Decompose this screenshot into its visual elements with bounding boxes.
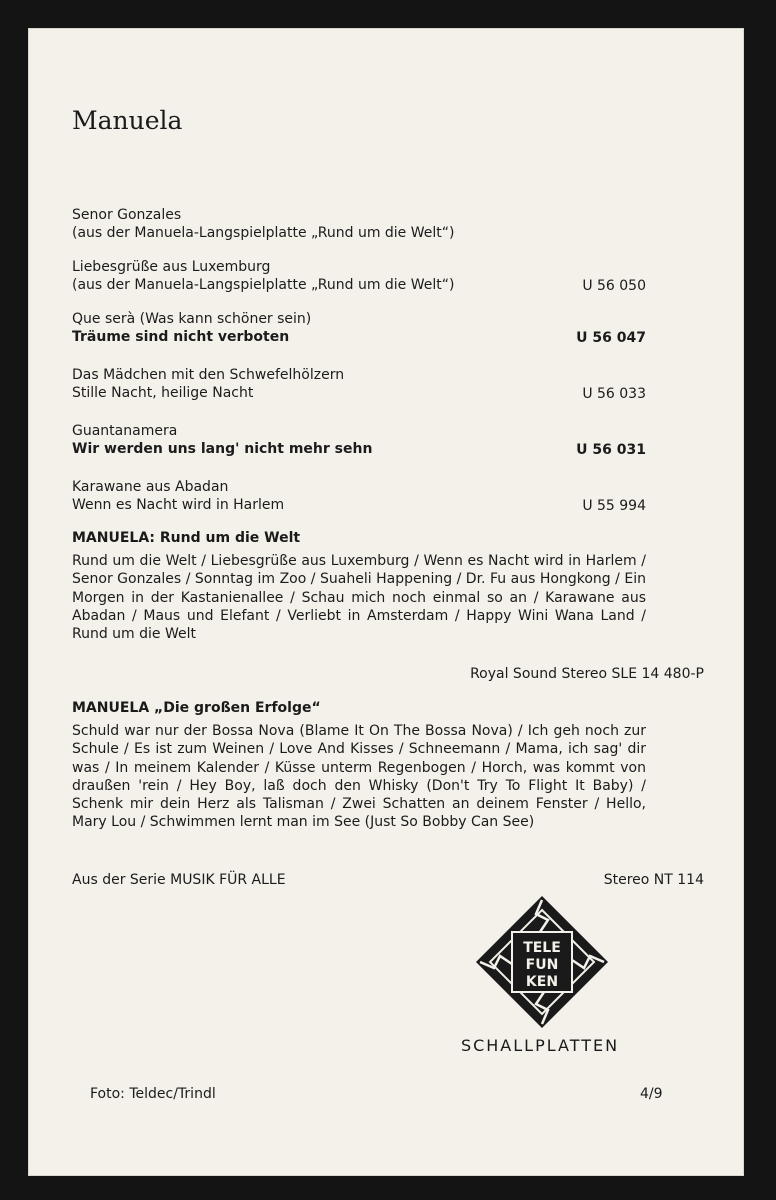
page-number: 4/9 [640,1086,663,1102]
single-catalog-number: U 56 031 [576,442,646,458]
album-catalog-number: Royal Sound Stereo SLE 14 480-P [470,666,704,682]
logo-text-line-3: KEN [525,974,559,990]
single-entry [72,206,646,242]
single-catalog-number: U 56 033 [582,386,646,402]
series-label: Aus der Serie MUSIK FÜR ALLE [72,872,286,888]
logo-text-line-1: TELE [523,940,561,956]
album-title-rund-um-die-welt: MANUELA: Rund um die Welt [72,530,301,546]
single-entry [72,310,646,346]
single-b-side: (aus der Manuela-Langspielplatte „Rund um die Welt“) [72,277,455,293]
single-b-side: Wenn es Nacht wird in Harlem [72,497,285,513]
single-a-side: Das Mädchen mit den Schwefelhölzern [72,367,345,383]
single-entry [72,366,646,402]
album-catalog-number-2: Stereo NT 114 [603,872,704,888]
single-a-side: Senor Gonzales [72,207,182,223]
brand-subtitle: SCHALLPLATTEN [460,1036,620,1055]
single-a-side: Liebesgrüße aus Luxemburg [72,259,271,275]
single-a-side: Karawane aus Abadan [72,479,229,495]
single-b-side: Wir werden uns lang' nicht mehr sehn [72,441,373,457]
album-tracklist-rund-um-die-welt: Rund um die Welt / Liebesgrüße aus Luxemburg / Wenn es Nacht wird in Harlem / Senor Gonzales / Sonntag im Zoo / Suaheli Happening / Dr. Fu aus Hongkong / Ein Morgen in der Kastanienallee / Schau mich noch einmal so an / Karawane aus Abadan / Maus und Elefant / Verliebt in Amsterdam / Happy Wini Wana Land / Rund um die Welt [72,553,646,643]
logo-text-line-2: FUN [525,957,559,973]
single-catalog-number: U 55 994 [582,498,646,514]
single-entry [72,258,646,294]
single-b-side: Träume sind nicht verboten [72,329,290,345]
single-a-side: Que serà (Was kann schöner sein) [72,311,312,327]
single-b-side: Stille Nacht, heilige Nacht [72,385,254,401]
single-b-side: (aus der Manuela-Langspielplatte „Rund um die Welt“) [72,225,455,241]
single-entry [72,478,646,514]
single-entry [72,422,646,458]
album-title-grosse-erfolge: MANUELA „Die großen Erfolge“ [72,700,321,716]
page-title: Manuela [72,106,183,135]
single-catalog-number: U 56 050 [582,278,646,294]
album-tracklist-grosse-erfolge: Schuld war nur der Bossa Nova (Blame It On The Bossa Nova) / Ich geh noch zur Schule / Es ist zum Weinen / Love And Kisses / Schneemann / Mama, ich sag' dir was / In meinem Kalender / Küsse unterm Regenbogen / Horch, was kommt von draußen 'rein / Hey Boy, laß doch den Whisky (Don't Try To Flight It Baby) / Schenk mir dein Herz als Talisman / Zwei Schatten an deinem Fenster / Hello, Mary Lou / Schwimmen lernt man im See (Just So Bobby Can See) [72,723,646,831]
telefunken-logo [474,894,610,1030]
photo-credit: Foto: Teldec/Trindl [90,1086,216,1102]
single-catalog-number: U 56 047 [576,330,646,346]
single-a-side: Guantanamera [72,423,178,439]
